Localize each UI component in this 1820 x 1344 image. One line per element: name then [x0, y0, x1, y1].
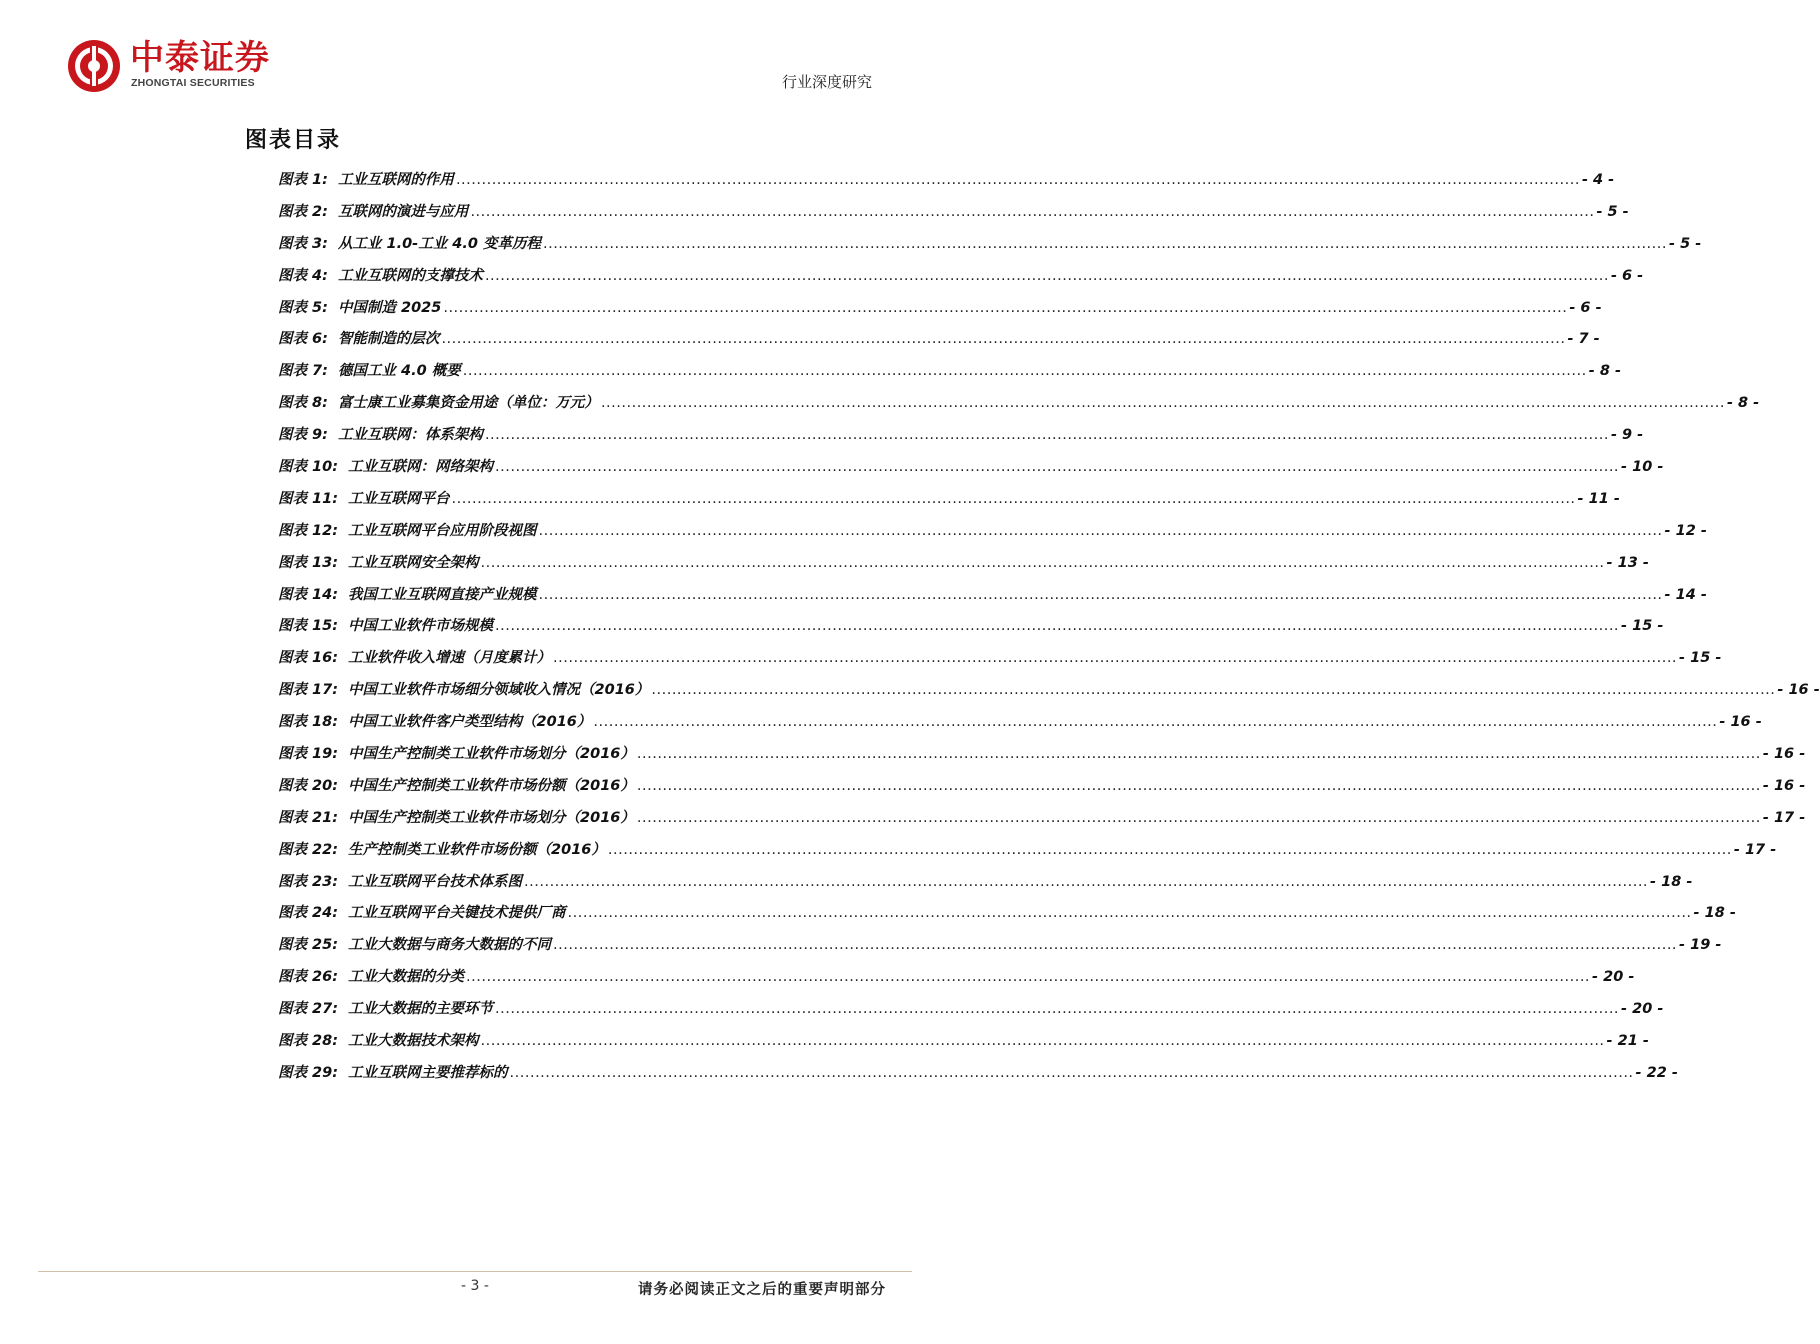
toc-entry[interactable]	[278, 423, 1644, 455]
toc-entry[interactable]	[278, 200, 1629, 232]
toc-entry-title: 互联网的演进与应用	[337, 203, 469, 220]
toc-entry-page: - 13 -	[1606, 554, 1649, 571]
toc-dot-leader: ............................................................................................................................................................................................................................	[636, 746, 1761, 763]
toc-dot-leader: ............................................................................................................................................................................................................................	[524, 873, 1649, 890]
toc-entry[interactable]	[278, 168, 1615, 200]
toc-dot-leader: ............................................................................................................................................................................................................................	[553, 937, 1678, 954]
toc-entry-label: 图表 2:	[278, 203, 328, 220]
toc-dot-leader: ............................................................................................................................................................................................................................	[593, 714, 1718, 731]
toc-entry-page: - 6 -	[1610, 267, 1644, 284]
toc-entry[interactable]	[278, 1029, 1649, 1061]
toc-entry-page: - 11 -	[1577, 490, 1620, 507]
toc-entry-page: - 21 -	[1606, 1033, 1649, 1050]
toc-entry-page: - 7 -	[1567, 331, 1600, 348]
toc-entry-label: 图表 9:	[278, 427, 328, 444]
toc-dot-leader: ............................................................................................................................................................................................................................	[600, 395, 1725, 412]
toc-entry-label: 图表 20:	[278, 777, 339, 794]
toc-entry[interactable]	[278, 583, 1707, 615]
toc-entry-title: 生产控制类工业软件市场份额（2016）	[348, 841, 606, 858]
toc-entry-label: 图表 14:	[278, 586, 339, 603]
toc-entry[interactable]	[278, 551, 1649, 583]
toc-entry-label: 图表 4:	[278, 267, 328, 284]
toc-entry-title: 我国工业互联网直接产业规模	[348, 586, 537, 603]
toc-entry[interactable]	[278, 264, 1644, 296]
toc-entry-label: 图表 29:	[278, 1064, 339, 1081]
toc-entry[interactable]	[278, 838, 1777, 870]
toc-entry-label: 图表 28:	[278, 1033, 339, 1050]
toc-entry-page: - 16 -	[1762, 777, 1806, 794]
toc-entry-page: - 9 -	[1610, 427, 1644, 444]
toc-entry-title: 智能制造的层次	[337, 331, 440, 348]
toc-entry[interactable]	[278, 965, 1635, 997]
toc-entry-page: - 20 -	[1621, 1001, 1664, 1018]
toc-entry-title: 富士康工业募集资金用途（单位：万元）	[337, 395, 599, 412]
logo-chinese-name: 中泰证券	[130, 38, 270, 78]
toc-entry-title: 中国生产控制类工业软件市场份额（2016）	[348, 777, 635, 794]
toc-dot-leader: ............................................................................................................................................................................................................................	[466, 969, 1591, 986]
toc-entry[interactable]	[278, 296, 1602, 328]
toc-entry[interactable]	[278, 710, 1762, 742]
toc-entry-page: - 10 -	[1621, 459, 1664, 476]
toc-entry[interactable]	[278, 232, 1702, 264]
toc-entry[interactable]	[278, 806, 1806, 838]
toc-entry-label: 图表 15:	[278, 618, 339, 635]
toc-entry-page: - 18 -	[1650, 873, 1693, 890]
toc-entry[interactable]	[278, 646, 1722, 678]
toc-entry-title: 工业互联网的支撑技术	[337, 267, 483, 284]
toc-entry[interactable]	[278, 487, 1620, 519]
toc-entry-label: 图表 18:	[278, 714, 339, 731]
toc-entry-page: - 19 -	[1679, 937, 1722, 954]
toc-entry-page: - 18 -	[1693, 905, 1736, 922]
toc-entry[interactable]	[278, 997, 1664, 1029]
toc-dot-leader: ............................................................................................................................................................................................................................	[451, 490, 1576, 507]
toc-list	[278, 168, 1820, 1093]
toc-dot-leader: ............................................................................................................................................................................................................................	[567, 905, 1692, 922]
toc-dot-leader: ............................................................................................................................................................................................................................	[480, 554, 1605, 571]
toc-dot-leader: ............................................................................................................................................................................................................................	[484, 427, 1609, 444]
toc-entry-page: - 16 -	[1719, 714, 1762, 731]
toc-entry-title: 工业大数据的主要环节	[348, 1001, 494, 1018]
toc-entry[interactable]	[278, 519, 1707, 551]
toc-entry-title: 中国生产控制类工业软件市场划分（2016）	[348, 809, 635, 826]
toc-entry-page: - 15 -	[1621, 618, 1664, 635]
toc-dot-leader: ............................................................................................................................................................................................................................	[538, 586, 1663, 603]
toc-entry-title: 工业大数据与商务大数据的不同	[348, 937, 552, 954]
toc-entry-label: 图表 7:	[278, 363, 328, 380]
toc-entry[interactable]	[278, 870, 1693, 902]
toc-entry-page: - 4 -	[1581, 172, 1615, 188]
toc-entry[interactable]	[278, 1061, 1678, 1093]
toc-dot-leader: ............................................................................................................................................................................................................................	[484, 267, 1609, 284]
toc-entry-label: 图表 21:	[278, 809, 339, 826]
toc-entry-page: - 5 -	[1669, 235, 1702, 252]
toc-entry-label: 图表 10:	[278, 459, 339, 476]
toc-entry[interactable]	[278, 742, 1806, 774]
toc-entry-title: 中国制造 2025	[337, 299, 442, 316]
toc-dot-leader: ............................................................................................................................................................................................................................	[636, 809, 1761, 826]
toc-entry-label: 图表 16:	[278, 650, 339, 667]
toc-entry-page: - 22 -	[1635, 1064, 1678, 1081]
toc-dot-leader: ............................................................................................................................................................................................................................	[495, 459, 1620, 476]
toc-entry-label: 图表 5:	[278, 299, 328, 316]
toc-dot-leader: ............................................................................................................................................................................................................................	[462, 363, 1587, 380]
company-logo	[66, 38, 296, 96]
toc-entry-page: - 14 -	[1664, 586, 1707, 603]
toc-dot-leader: ............................................................................................................................................................................................................................	[495, 618, 1620, 635]
toc-entry[interactable]	[278, 327, 1600, 359]
toc-entry-label: 图表 24:	[278, 905, 339, 922]
toc-dot-leader: ............................................................................................................................................................................................................................	[636, 777, 1761, 794]
toc-entry-title: 从工业 1.0-工业 4.0 变革历程	[337, 235, 541, 252]
toc-entry-title: 工业互联网平台应用阶段视图	[348, 522, 537, 539]
toc-entry-page: - 16 -	[1777, 682, 1820, 699]
toc-entry-title: 工业互联网的作用	[337, 172, 454, 188]
logo-english-name: ZHONGTAI SECURITIES	[131, 77, 255, 89]
toc-dot-leader: ............................................................................................................................................................................................................................	[553, 650, 1678, 667]
toc-entry-label: 图表 11:	[278, 490, 339, 507]
toc-entry-label: 图表 25:	[278, 937, 339, 954]
toc-entry-page: - 17 -	[1762, 809, 1806, 826]
toc-dot-leader: ............................................................................................................................................................................................................................	[441, 331, 1566, 348]
toc-entry-label: 图表 12:	[278, 522, 339, 539]
toc-dot-leader: ............................................................................................................................................................................................................................	[607, 841, 1732, 858]
toc-dot-leader: ............................................................................................................................................................................................................................	[542, 235, 1667, 252]
toc-entry-label: 图表 19:	[278, 746, 339, 763]
toc-dot-leader: ............................................................................................................................................................................................................................	[495, 1001, 1620, 1018]
toc-entry-page: - 8 -	[1726, 395, 1760, 412]
toc-entry-title: 工业互联网平台	[348, 490, 450, 507]
toc-dot-leader: ............................................................................................................................................................................................................................	[538, 522, 1663, 539]
toc-entry-title: 中国工业软件市场规模	[348, 618, 494, 635]
toc-entry[interactable]	[278, 774, 1806, 806]
toc-dot-leader: ............................................................................................................................................................................................................................	[470, 203, 1595, 220]
toc-entry-title: 中国工业软件市场细分领域收入情况（2016）	[348, 682, 650, 699]
toc-dot-leader: ............................................................................................................................................................................................................................	[509, 1064, 1634, 1081]
toc-entry-page: - 20 -	[1592, 969, 1635, 986]
toc-entry-label: 图表 8:	[278, 395, 328, 412]
toc-entry[interactable]	[278, 933, 1722, 965]
toc-entry-label: 图表 27:	[278, 1001, 339, 1018]
toc-entry-page: - 8 -	[1588, 363, 1621, 380]
page-number: - 3 -	[461, 1278, 489, 1294]
toc-entry-title: 工业互联网：体系架构	[337, 427, 483, 444]
toc-entry-label: 图表 22:	[278, 841, 339, 858]
toc-entry[interactable]	[278, 614, 1664, 646]
toc-entry-title: 中国工业软件客户类型结构（2016）	[348, 714, 592, 731]
zhongtai-logo-icon	[66, 38, 122, 94]
toc-entry-title: 工业大数据技术架构	[348, 1033, 479, 1050]
toc-entry-label: 图表 6:	[278, 331, 328, 348]
toc-dot-leader: ............................................................................................................................................................................................................................	[455, 172, 1580, 188]
toc-entry[interactable]	[278, 678, 1820, 710]
toc-entry[interactable]	[278, 901, 1736, 933]
toc-entry-label: 图表 3:	[278, 235, 328, 252]
toc-entry-label: 图表 17:	[278, 682, 339, 699]
toc-entry-title: 工业互联网安全架构	[348, 554, 479, 571]
toc-entry-title: 工业互联网：网络架构	[348, 459, 494, 476]
toc-entry-title: 工业互联网平台关键技术提供厂商	[348, 905, 566, 922]
toc-entry-title: 工业互联网平台技术体系图	[348, 873, 523, 890]
toc-entry-title: 德国工业 4.0 概要	[337, 363, 461, 380]
toc-entry[interactable]	[278, 391, 1760, 423]
toc-entry-label: 图表 13:	[278, 554, 339, 571]
toc-entry-page: - 15 -	[1679, 650, 1722, 667]
toc-entry-page: - 5 -	[1596, 203, 1629, 220]
toc-entry-page: - 6 -	[1569, 299, 1602, 316]
toc-dot-leader: ............................................................................................................................................................................................................................	[651, 682, 1776, 699]
toc-entry-title: 工业软件收入增速（月度累计）	[348, 650, 552, 667]
toc-dot-leader: ............................................................................................................................................................................................................................	[443, 299, 1568, 316]
toc-entry-page: - 17 -	[1733, 841, 1777, 858]
toc-title: 图表目录	[245, 128, 342, 153]
toc-entry[interactable]	[278, 455, 1664, 487]
toc-entry-label: 图表 23:	[278, 873, 339, 890]
footer-divider	[38, 1271, 912, 1272]
toc-entry-label: 图表 1:	[278, 172, 328, 188]
toc-entry-title: 工业互联网主要推荐标的	[348, 1064, 508, 1081]
toc-entry-page: - 16 -	[1762, 746, 1806, 763]
footer-disclaimer: 请务必阅读正文之后的重要声明部分	[638, 1282, 886, 1298]
toc-dot-leader: ............................................................................................................................................................................................................................	[480, 1033, 1605, 1050]
document-type-label: 行业深度研究	[781, 73, 872, 91]
toc-entry-title: 中国生产控制类工业软件市场划分（2016）	[348, 746, 635, 763]
toc-entry-label: 图表 26:	[278, 969, 339, 986]
toc-entry-page: - 12 -	[1664, 522, 1707, 539]
toc-entry[interactable]	[278, 359, 1621, 391]
toc-entry-title: 工业大数据的分类	[348, 969, 465, 986]
